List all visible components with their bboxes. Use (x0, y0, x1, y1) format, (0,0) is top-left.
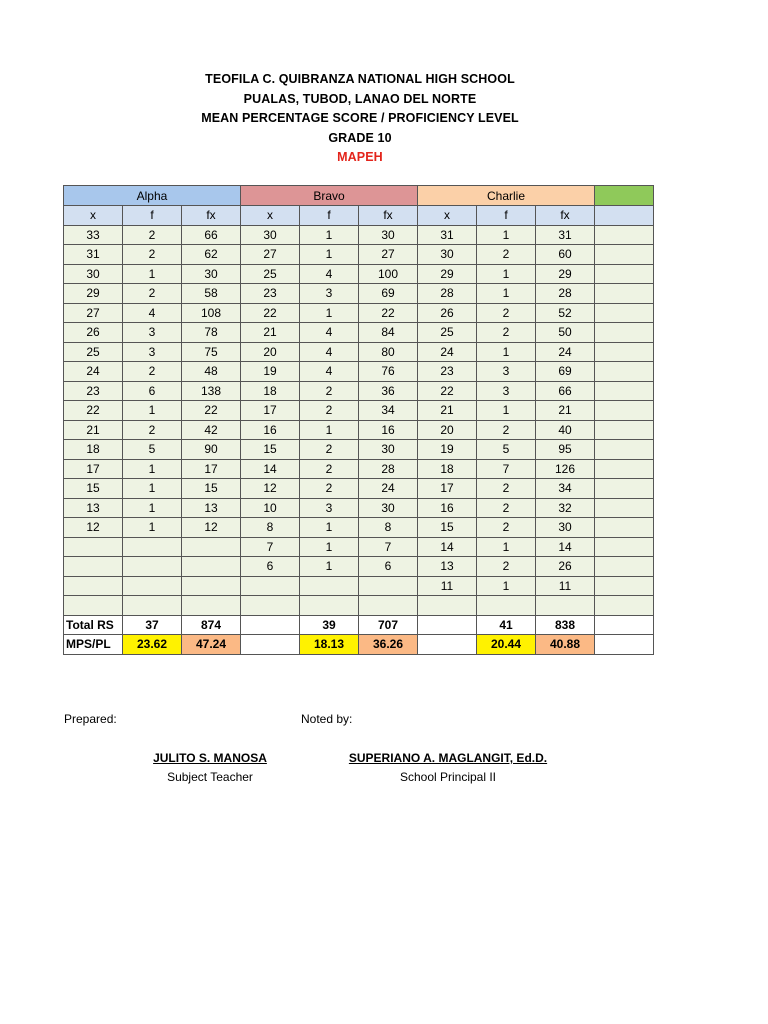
column-header (595, 206, 654, 226)
table-cell (123, 596, 182, 616)
table-cell: 2 (123, 245, 182, 265)
table-cell (595, 284, 654, 304)
table-row (64, 479, 654, 499)
table-cell: 69 (359, 284, 418, 304)
table-cell: 33 (64, 225, 123, 245)
table-cell: 2 (300, 459, 359, 479)
table-cell: 1 (477, 401, 536, 421)
table-cell: 1 (477, 342, 536, 362)
table-cell: 30 (418, 245, 477, 265)
table-cell: 1 (300, 420, 359, 440)
table-cell: 6 (123, 381, 182, 401)
table-cell: 29 (536, 264, 595, 284)
total-cell: 39 (300, 615, 359, 635)
table-cell (359, 596, 418, 616)
table-cell: 17 (241, 401, 300, 421)
table-cell: 26 (418, 303, 477, 323)
table-row (64, 401, 654, 421)
prepared-label: Prepared: (64, 712, 117, 726)
table-cell: 6 (359, 557, 418, 577)
column-header: f (477, 206, 536, 226)
column-header: f (300, 206, 359, 226)
table-cell: 16 (359, 420, 418, 440)
principal-name: SUPERIANO A. MAGLANGIT, Ed.D. (348, 751, 548, 765)
table-cell: 23 (241, 284, 300, 304)
table-cell: 13 (418, 557, 477, 577)
mps-value: 47.24 (182, 635, 241, 655)
table-cell: 25 (418, 323, 477, 343)
table-cell (123, 537, 182, 557)
table-cell: 3 (123, 342, 182, 362)
report-header (0, 70, 720, 168)
table-cell: 22 (241, 303, 300, 323)
total-cell: 838 (536, 615, 595, 635)
table-cell (359, 576, 418, 596)
total-cell: 707 (359, 615, 418, 635)
table-cell: 27 (359, 245, 418, 265)
total-rs-label: Total RS (64, 615, 123, 635)
table-cell (595, 401, 654, 421)
table-cell: 78 (182, 323, 241, 343)
table-cell: 26 (64, 323, 123, 343)
table-cell (418, 596, 477, 616)
table-row (64, 245, 654, 265)
table-cell: 2 (477, 303, 536, 323)
table-cell (595, 498, 654, 518)
grade-level: GRADE 10 (328, 130, 392, 145)
table-row (64, 284, 654, 304)
table-row (64, 362, 654, 382)
table-cell: 66 (536, 381, 595, 401)
table-cell: 12 (241, 479, 300, 499)
subject-name: MAPEH (337, 150, 383, 164)
table-cell: 3 (123, 323, 182, 343)
mps-value: 36.26 (359, 635, 418, 655)
table-cell: 1 (300, 225, 359, 245)
table-cell: 69 (536, 362, 595, 382)
table-row (64, 596, 654, 616)
table-cell: 80 (359, 342, 418, 362)
table-cell: 19 (418, 440, 477, 460)
total-rs-row (64, 615, 654, 635)
table-row (64, 420, 654, 440)
table-cell: 30 (536, 518, 595, 538)
table-cell: 1 (300, 303, 359, 323)
table-cell: 76 (359, 362, 418, 382)
table-row (64, 440, 654, 460)
table-cell (595, 576, 654, 596)
table-row (64, 557, 654, 577)
table-cell: 4 (300, 323, 359, 343)
school-address: PUALAS, TUBOD, LANAO DEL NORTE (243, 91, 477, 106)
table-cell: 24 (359, 479, 418, 499)
table-cell: 15 (182, 479, 241, 499)
table-cell: 90 (182, 440, 241, 460)
table-row (64, 323, 654, 343)
table-cell: 28 (418, 284, 477, 304)
table-cell: 3 (300, 284, 359, 304)
table-cell: 14 (536, 537, 595, 557)
noted-label: Noted by: (301, 712, 353, 726)
table-cell: 4 (300, 264, 359, 284)
table-cell: 2 (477, 557, 536, 577)
table-cell: 25 (241, 264, 300, 284)
table-cell: 7 (241, 537, 300, 557)
table-cell: 23 (64, 381, 123, 401)
table-cell: 2 (123, 420, 182, 440)
table-cell (182, 557, 241, 577)
table-cell: 26 (536, 557, 595, 577)
table-cell: 24 (418, 342, 477, 362)
table-cell (64, 596, 123, 616)
table-cell: 13 (182, 498, 241, 518)
table-cell (595, 362, 654, 382)
table-cell: 24 (64, 362, 123, 382)
table-cell: 4 (300, 362, 359, 382)
table-cell (595, 459, 654, 479)
table-cell: 14 (241, 459, 300, 479)
report-title: MEAN PERCENTAGE SCORE / PROFICIENCY LEVEL (201, 111, 519, 125)
table-cell: 1 (477, 264, 536, 284)
table-cell (595, 225, 654, 245)
principal-title: School Principal II (399, 770, 497, 784)
table-cell: 2 (300, 401, 359, 421)
table-cell (300, 576, 359, 596)
table-cell: 30 (359, 498, 418, 518)
table-cell (64, 537, 123, 557)
mps-empty-cell (595, 635, 654, 655)
total-cell (418, 615, 477, 635)
column-header: fx (536, 206, 595, 226)
table-cell: 58 (182, 284, 241, 304)
table-cell: 1 (300, 518, 359, 538)
table-row (64, 264, 654, 284)
table-cell: 32 (536, 498, 595, 518)
teacher-title: Subject Teacher (167, 770, 253, 784)
table-cell (182, 596, 241, 616)
section-header-row (64, 186, 654, 206)
table-cell: 21 (241, 323, 300, 343)
table-cell: 42 (182, 420, 241, 440)
table-cell: 2 (477, 498, 536, 518)
table-cell: 40 (536, 420, 595, 440)
table-cell: 1 (300, 537, 359, 557)
table-cell: 27 (64, 303, 123, 323)
table-cell: 16 (241, 420, 300, 440)
table-cell: 31 (64, 245, 123, 265)
table-cell: 1 (477, 537, 536, 557)
table-cell (477, 596, 536, 616)
table-cell: 28 (359, 459, 418, 479)
table-cell: 1 (300, 557, 359, 577)
table-cell: 4 (123, 303, 182, 323)
table-cell: 27 (241, 245, 300, 265)
total-cell: 41 (477, 615, 536, 635)
mps-pl-label: MPS/PL (64, 635, 123, 655)
table-cell (300, 596, 359, 616)
table-cell: 3 (300, 498, 359, 518)
column-header: x (241, 206, 300, 226)
table-cell: 15 (418, 518, 477, 538)
table-cell: 22 (64, 401, 123, 421)
table-cell (536, 596, 595, 616)
table-cell: 1 (123, 498, 182, 518)
table-cell (595, 303, 654, 323)
mps-value: 18.13 (300, 635, 359, 655)
table-cell: 29 (418, 264, 477, 284)
table-cell: 126 (536, 459, 595, 479)
table-cell: 25 (64, 342, 123, 362)
table-cell: 66 (182, 225, 241, 245)
mps-empty-cell (418, 635, 477, 655)
table-cell (595, 381, 654, 401)
table-cell (64, 576, 123, 596)
table-cell: 2 (477, 323, 536, 343)
table-cell: 60 (536, 245, 595, 265)
table-cell: 1 (123, 479, 182, 499)
table-row (64, 381, 654, 401)
total-cell: 37 (123, 615, 182, 635)
table-cell: 11 (536, 576, 595, 596)
table-cell (595, 245, 654, 265)
table-cell: 22 (359, 303, 418, 323)
table-cell (241, 576, 300, 596)
table-cell (595, 420, 654, 440)
section-charlie-header: Charlie (418, 186, 595, 206)
table-cell (595, 264, 654, 284)
table-cell: 1 (123, 401, 182, 421)
column-header: x (418, 206, 477, 226)
table-cell: 31 (418, 225, 477, 245)
table-cell (595, 596, 654, 616)
column-header-row (64, 206, 654, 226)
table-cell: 18 (418, 459, 477, 479)
table-cell (123, 576, 182, 596)
table-row (64, 225, 654, 245)
table-cell: 2 (300, 479, 359, 499)
table-row (64, 518, 654, 538)
table-row (64, 303, 654, 323)
table-cell: 17 (64, 459, 123, 479)
table-cell: 5 (477, 440, 536, 460)
total-cell (595, 615, 654, 635)
table-cell (64, 557, 123, 577)
table-cell: 138 (182, 381, 241, 401)
table-cell: 29 (64, 284, 123, 304)
table-cell: 20 (418, 420, 477, 440)
section-bravo-header: Bravo (241, 186, 418, 206)
table-cell: 2 (123, 225, 182, 245)
table-cell: 15 (241, 440, 300, 460)
table-cell: 15 (64, 479, 123, 499)
table-cell: 19 (241, 362, 300, 382)
table-cell: 34 (359, 401, 418, 421)
table-cell: 95 (536, 440, 595, 460)
table-cell: 7 (359, 537, 418, 557)
table-row (64, 459, 654, 479)
table-cell (595, 557, 654, 577)
table-cell: 7 (477, 459, 536, 479)
table-cell: 5 (123, 440, 182, 460)
mps-value: 40.88 (536, 635, 595, 655)
table-cell: 2 (477, 518, 536, 538)
column-header: fx (359, 206, 418, 226)
section-extra-header (595, 186, 654, 206)
column-header: f (123, 206, 182, 226)
table-cell: 2 (123, 284, 182, 304)
table-cell: 2 (477, 245, 536, 265)
table-cell: 108 (182, 303, 241, 323)
table-cell: 48 (182, 362, 241, 382)
table-cell: 16 (418, 498, 477, 518)
table-cell: 34 (536, 479, 595, 499)
table-cell: 1 (123, 264, 182, 284)
table-cell: 17 (182, 459, 241, 479)
table-cell: 21 (64, 420, 123, 440)
table-cell: 30 (359, 440, 418, 460)
table-cell: 6 (241, 557, 300, 577)
table-row (64, 342, 654, 362)
section-alpha-header: Alpha (64, 186, 241, 206)
mps-value: 23.62 (123, 635, 182, 655)
table-cell: 30 (359, 225, 418, 245)
column-header: fx (182, 206, 241, 226)
table-cell: 75 (182, 342, 241, 362)
table-row (64, 498, 654, 518)
table-cell: 13 (64, 498, 123, 518)
table-cell (241, 596, 300, 616)
score-table (63, 185, 654, 655)
mps-empty-cell (241, 635, 300, 655)
table-cell: 30 (182, 264, 241, 284)
table-cell: 23 (418, 362, 477, 382)
table-cell: 31 (536, 225, 595, 245)
table-cell: 2 (477, 479, 536, 499)
table-cell: 62 (182, 245, 241, 265)
table-cell (182, 576, 241, 596)
total-cell: 874 (182, 615, 241, 635)
table-cell (123, 557, 182, 577)
table-cell: 4 (300, 342, 359, 362)
column-header: x (64, 206, 123, 226)
school-name: TEOFILA C. QUIBRANZA NATIONAL HIGH SCHOOL (205, 72, 515, 86)
table-cell: 2 (123, 362, 182, 382)
mps-pl-row (64, 635, 654, 655)
table-cell: 52 (536, 303, 595, 323)
mps-value: 20.44 (477, 635, 536, 655)
table-cell (595, 323, 654, 343)
table-cell: 10 (241, 498, 300, 518)
total-cell (241, 615, 300, 635)
table-cell: 2 (300, 381, 359, 401)
table-cell (182, 537, 241, 557)
teacher-name: JULITO S. MANOSA (153, 751, 267, 765)
table-cell: 28 (536, 284, 595, 304)
table-cell (595, 518, 654, 538)
table-cell: 30 (241, 225, 300, 245)
table-cell: 1 (477, 225, 536, 245)
table-cell: 2 (477, 420, 536, 440)
table-cell: 3 (477, 381, 536, 401)
table-cell: 18 (241, 381, 300, 401)
table-cell: 8 (241, 518, 300, 538)
table-row (64, 576, 654, 596)
table-cell (595, 537, 654, 557)
table-cell: 21 (536, 401, 595, 421)
table-cell: 18 (64, 440, 123, 460)
table-cell: 1 (123, 459, 182, 479)
table-cell: 11 (418, 576, 477, 596)
table-cell (595, 479, 654, 499)
table-cell (595, 440, 654, 460)
table-cell: 22 (418, 381, 477, 401)
table-cell: 36 (359, 381, 418, 401)
table-cell: 22 (182, 401, 241, 421)
table-cell: 12 (182, 518, 241, 538)
table-cell: 12 (64, 518, 123, 538)
table-row (64, 537, 654, 557)
table-cell: 1 (123, 518, 182, 538)
table-cell: 1 (300, 245, 359, 265)
table-cell: 84 (359, 323, 418, 343)
table-cell: 8 (359, 518, 418, 538)
table-cell (595, 342, 654, 362)
table-cell: 21 (418, 401, 477, 421)
table-cell: 100 (359, 264, 418, 284)
table-cell: 14 (418, 537, 477, 557)
table-cell: 2 (300, 440, 359, 460)
table-cell: 1 (477, 576, 536, 596)
table-cell: 24 (536, 342, 595, 362)
table-cell: 20 (241, 342, 300, 362)
table-cell: 3 (477, 362, 536, 382)
table-cell: 17 (418, 479, 477, 499)
table-cell: 50 (536, 323, 595, 343)
table-cell: 1 (477, 284, 536, 304)
table-cell: 30 (64, 264, 123, 284)
